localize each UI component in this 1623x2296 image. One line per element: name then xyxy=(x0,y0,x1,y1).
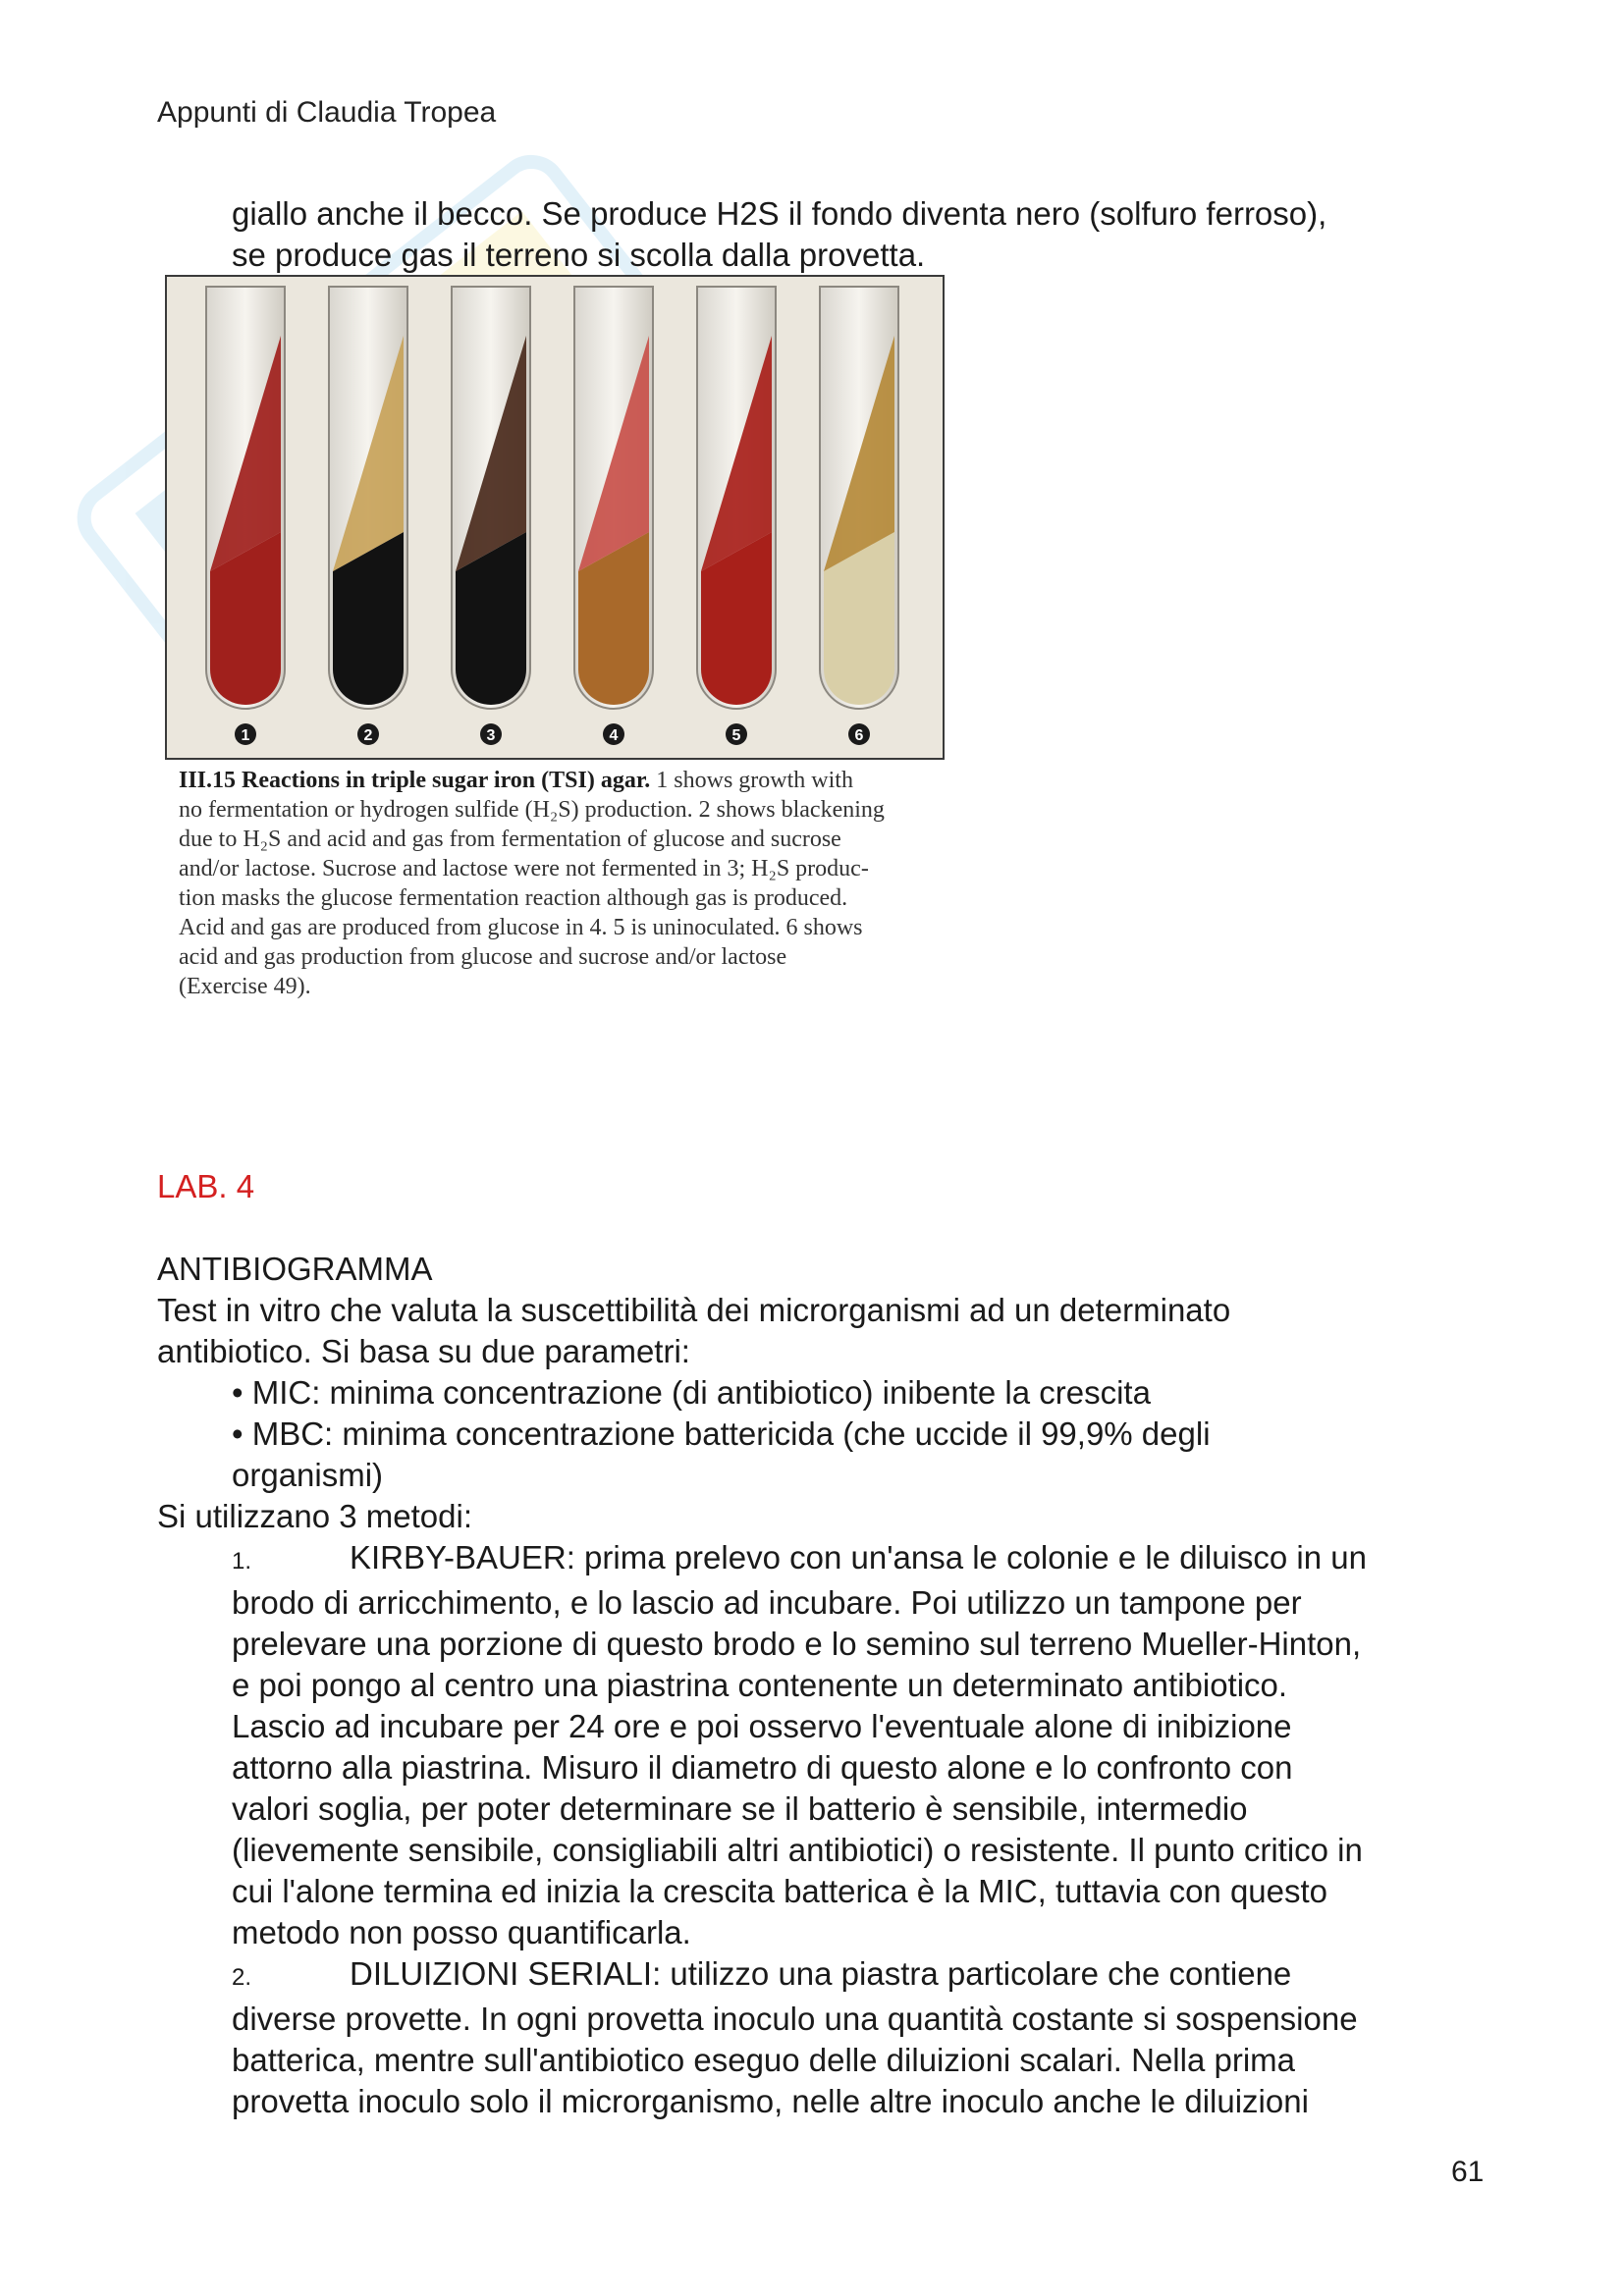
method-1-number: 1. xyxy=(232,1548,252,1575)
bullet-mic: • MIC: minima concentrazione (di antibiotico) inibente la crescita xyxy=(232,1374,1151,1411)
tube-number-label: 5 xyxy=(731,727,741,744)
method-2-line: batterica, mentre sull'antibiotico eseguo delle diluizioni scalari. Nella prima xyxy=(232,2042,1296,2078)
paragraph-line: antibiotico. Si basa su due parametri: xyxy=(157,1333,690,1369)
method-1-line: metodo non posso quantificarla. xyxy=(232,1914,691,1950)
caption-line-1: 1 shows growth with xyxy=(656,768,853,793)
bullet-mbc: • MBC: minima concentrazione battericida (che uccide il 99,9% degli xyxy=(232,1415,1211,1452)
caption-line-2: no fermentation or hydrogen sulfide (H₂S) production. 2 shows blackening xyxy=(179,797,885,823)
test-tube-3 xyxy=(452,287,530,709)
paragraph-line: Test in vitro che valuta la suscettibilità dei microrganismi ad un determinato xyxy=(157,1292,1231,1328)
methods-intro: Si utilizzano 3 metodi: xyxy=(157,1498,472,1534)
tube-number-label: 4 xyxy=(609,727,619,744)
tube-number-label: 3 xyxy=(486,727,496,744)
intro-paragraph xyxy=(232,193,1508,276)
page-header: Appunti di Claudia Tropea xyxy=(157,96,497,129)
tube-number-label: 2 xyxy=(363,727,373,744)
tsi-tubes-photo xyxy=(165,275,945,760)
method-2-number: 2. xyxy=(232,1964,252,1991)
method-2-line: provetta inoculo solo il microrganismo, nelle altre inoculo anche le diluizioni xyxy=(232,2083,1309,2119)
method-1-first-line xyxy=(157,1537,1492,1582)
bullet-mbc-continued: organismi) xyxy=(232,1457,384,1493)
test-tube-6 xyxy=(820,287,898,709)
tube-number-label: 1 xyxy=(241,727,250,744)
page-number: 61 xyxy=(1451,2156,1485,2188)
intro-line-1: giallo anche il becco. Se produce H2S il fondo diventa nero (solfuro ferroso), xyxy=(232,195,1327,232)
test-tube-5 xyxy=(697,287,776,709)
tsi-figure xyxy=(165,275,950,1011)
method-2-line: diverse provette. In ogni provetta inoculo una quantità costante si sospensione xyxy=(232,2001,1358,2037)
method-1-line: valori soglia, per poter determinare se il batterio è sensibile, intermedio xyxy=(232,1790,1248,1827)
caption-line-4: and/or lactose. Sucrose and lactose were not fermented in 3; H₂S produc- xyxy=(179,856,869,881)
intro-line-2: se produce gas il terreno si scolla dalla provetta. xyxy=(232,237,926,273)
figure-caption xyxy=(179,766,954,1001)
section-heading: ANTIBIOGRAMMA xyxy=(157,1251,433,1287)
lab-title: LAB. 4 xyxy=(157,1168,255,1204)
test-tube-1 xyxy=(206,287,285,709)
method-1-line: e poi pongo al centro una piastrina contenente un determinato antibiotico. xyxy=(232,1667,1288,1703)
method-1-line: prelevare una porzione di questo brodo e lo semino sul terreno Mueller-Hinton, xyxy=(232,1626,1362,1662)
caption-line-6: Acid and gas are produced from glucose in 4. 5 is uninoculated. 6 shows xyxy=(179,915,863,940)
method-2-text: DILUIZIONI SERIALI: utilizzo una piastra particolare che contiene xyxy=(350,1955,1292,1992)
method-1-line: attorno alla piastrina. Misuro il diametro di questo alone e lo confronto con xyxy=(232,1749,1293,1786)
tube-number-label: 6 xyxy=(854,727,864,744)
test-tube-2 xyxy=(329,287,407,709)
method-1-line: Lascio ad incubare per 24 ore e poi osservo l'eventuale alone di inibizione xyxy=(232,1708,1292,1744)
method-1-text: KIRBY-BAUER: prima prelevo con un'ansa le colonie e le diluisco in un xyxy=(350,1539,1367,1575)
method-1-line: brodo di arricchimento, e lo lascio ad incubare. Poi utilizzo un tampone per xyxy=(232,1584,1302,1621)
antibiogramma-section xyxy=(157,1249,1492,2122)
method-2-first-line xyxy=(157,1953,1492,1999)
method-1-line: cui l'alone termina ed inizia la crescita batterica è la MIC, tuttavia con questo xyxy=(232,1873,1328,1909)
caption-line-3: due to H₂S and acid and gas from fermentation of glucose and sucrose xyxy=(179,827,841,852)
caption-title: III.15 Reactions in triple sugar iron (TSI) agar. xyxy=(179,768,651,793)
test-tube-4 xyxy=(574,287,653,709)
method-1-line: (lievemente sensibile, consigliabili altri antibiotici) o resistente. Il punto critico in xyxy=(232,1832,1363,1868)
caption-line-7: acid and gas production from glucose and sucrose and/or lactose xyxy=(179,944,787,970)
caption-line-5: tion masks the glucose fermentation reaction although gas is produced. xyxy=(179,885,848,911)
caption-line-8: (Exercise 49). xyxy=(179,974,311,999)
